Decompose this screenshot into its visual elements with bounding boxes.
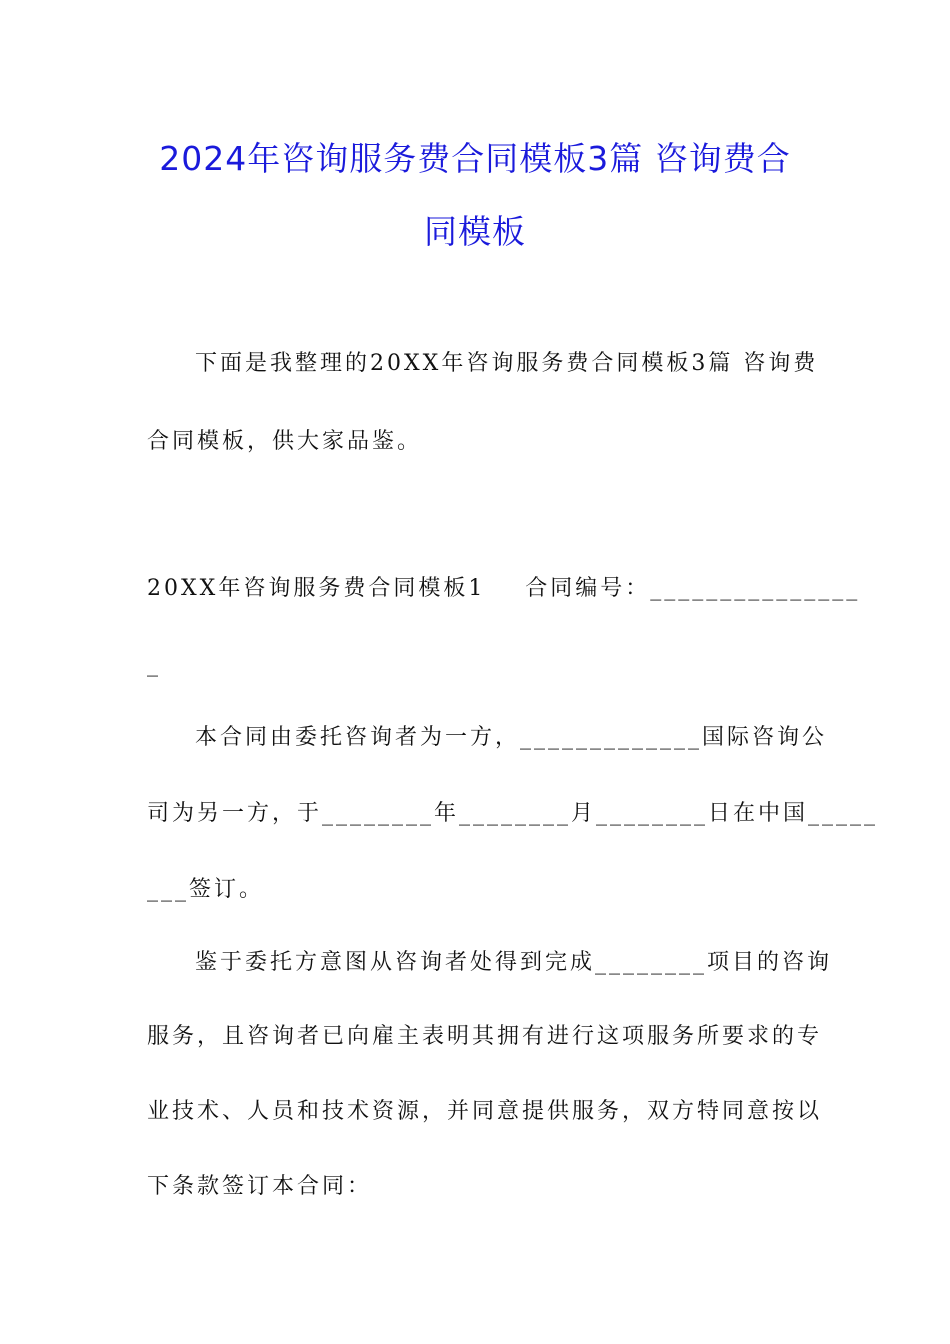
document-title-line-2: 同模板	[424, 212, 526, 251]
contract-number-blank-tail: _	[147, 652, 161, 677]
paragraph-1-line-1: 本合同由委托咨询者为一方，_____________国际咨询公	[195, 725, 828, 750]
paragraph-2-line-3: 业技术、人员和技术资源，并同意提供服务，双方特同意按以	[147, 1099, 823, 1124]
paragraph-1-line-3: ___签订。	[147, 877, 265, 902]
document-title-line-1: 2024年咨询服务费合同模板3篇 咨询费合	[159, 139, 791, 178]
paragraph-2-line-1: 鉴于委托方意图从咨询者处得到完成________项目的咨询	[195, 950, 833, 975]
intro-paragraph-line-1: 下面是我整理的20XX年咨询服务费合同模板3篇 咨询费	[195, 351, 819, 376]
paragraph-1-line-2: 司为另一方，于________年________月________日在中国_____	[147, 801, 879, 826]
intro-paragraph-line-2: 合同模板，供大家品鉴。	[147, 429, 423, 454]
contract-heading-line: 20XX年咨询服务费合同模板1 合同编号：_______________	[147, 576, 861, 601]
paragraph-2-line-2: 服务，且咨询者已向雇主表明其拥有进行这项服务所要求的专	[147, 1024, 823, 1049]
paragraph-2-line-4: 下条款签订本合同：	[147, 1174, 373, 1199]
